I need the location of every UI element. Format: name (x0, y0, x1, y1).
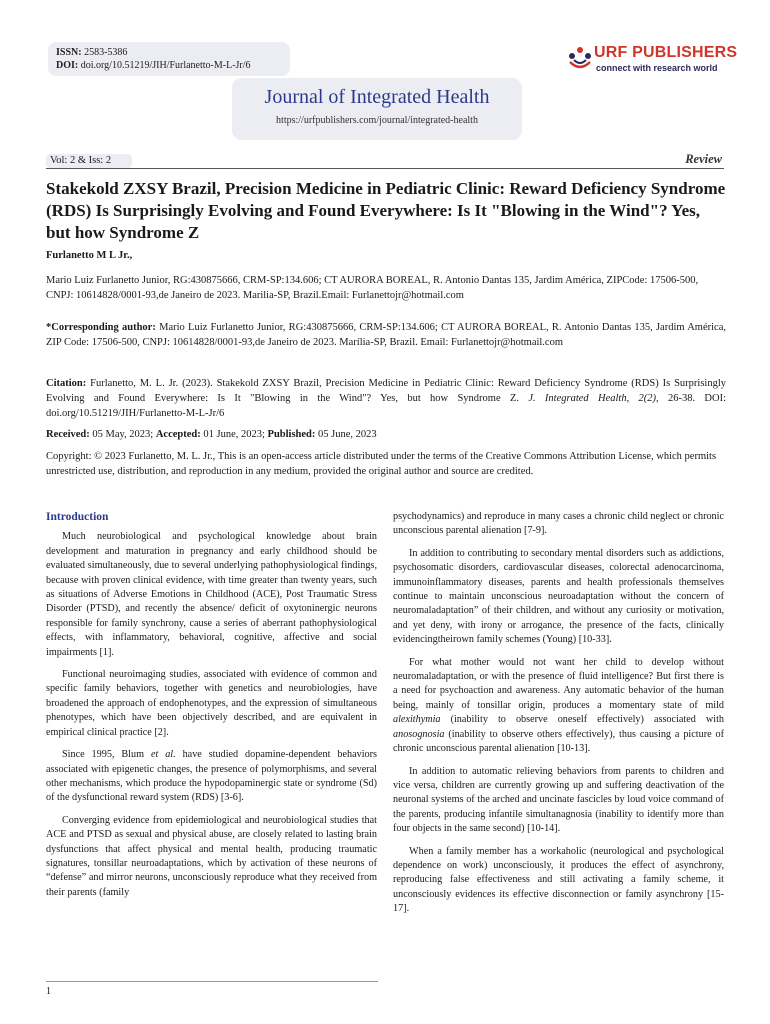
header-divider (46, 168, 724, 169)
paragraph: In addition to contributing to secondary mental disorders such as addictions, psychosomatic disorders, cardiovascular diseases, colorectal adenocarcinoma, immunoinflammatory diseases, parents and health professionals themselves continue to maintain unconscious neuroadaptation without the concern of neuromaladaptation” of their children, and without any curiosity or motivation, and yet deny, with irony or arrogance, the presence of the facts, clinically evidencingtheirown family schemes (Young) [10-33]. (393, 547, 724, 646)
volume-issue: Vol: 2 & Iss: 2 (46, 154, 132, 168)
footer-divider (46, 981, 378, 982)
article-dates: Received: 05 May, 2023; Accepted: 01 June, 2023; Published: 05 June, 2023 (46, 429, 377, 440)
publisher-emblem-icon (566, 44, 594, 72)
paragraph: Functional neuroimaging studies, associated with evidence of common and specific family behaviors, together with genetics and neurobiologies, have broadened the approach of endophenotypes, and the expression of simultaneous phenotypes, which have been objectively described, and are equivalent in empirical clinical practice [2]. (46, 669, 377, 738)
paragraph: When a family member has a workaholic (neurological and psychological dependence on work) unconsciously, it produces the effect of asynchrony, reproducing false effectiveness and still activating a family scheme, it unconsciously evidences its effective disconnection or family asynchrony [15-17]. (393, 845, 724, 915)
paragraph: psychodynamics) and reproduce in many cases a chronic child neglect or chronic unconscious parental alienation [7-9]. (393, 511, 724, 537)
page-number: 1 (46, 986, 51, 997)
paragraph: Much neurobiological and psychological knowledge about brain development and maturation in pregnancy and early childhood should be evaluated simultaneously, due to several underlying pathophysiological findings, because with proven clinical evidence, with time greater than twenty years, such as situations of Adverse Emotions in Childhood (ACE), Post Traumatic Stress Disorder (PTSD), and recently the absence/ deficit of oxytoninergic neurons responsible for family synchrony, cause a series of aberrant pathophysiological effects, with inflammatory, behavioral, cognitive, affective and social impairments [1]. (46, 531, 377, 658)
doi-line: DOI: doi.org/10.51219/JIH/Furlanetto-M-L-Jr/6 (56, 60, 251, 71)
paragraph: Converging evidence from epidemiological and neurobiological studies that ACE and PTSD as sexual and physical abuse, are closely related to lasting brain dysfunctions that affect physical and mental health, producing traumatic signatures, tonsillar neuroadaptations, which by activation of these neurons of “defense” and mirror neurons, unconsciously reproduce what they received from their parents (family (46, 814, 377, 898)
article-type: Review (685, 152, 722, 166)
publisher-tagline: connect with research world (596, 63, 718, 73)
journal-url[interactable]: https://urfpublishers.com/journal/integrated-health (276, 115, 478, 126)
paragraph: In addition to automatic relieving behaviors from parents to children and vice versa, children are currently growing up and suffering deactivation of the neuronal systems of the arched and uncinate fascicles by loud voice command of the parents, producing infantile simultanagnosia (inability to identify more than four objects in the same second) [10-14]. (393, 765, 724, 835)
citation: Citation: Furlanetto, M. L. Jr. (2023). Stakekold ZXSY Brazil, Precision Medicine in Pediatric Clinic: Reward Deficiency Syndrome (RDS) Is Surprisingly Evolving and Found Everywhere: Is It "Blowing in the Wind"? Yes, but how Syndrome Z. J. Integrated Health, 2(2), 26-38. DOI: doi.org/10.51219/JIH/Furlanetto-M-L-Jr/6 (46, 378, 727, 419)
paragraph: Since 1995, Blum et al. have studied dopamine-dependent behaviors associated with epigenetic changes, the presence of polymorphisms, and several other mechanisms, which produce the hypodopaminergic state or syndrome (Sd) of the dysfunctional reward system (RDS) [3-6]. (46, 749, 377, 804)
copyright: Copyright: © 2023 Furlanetto, M. L. Jr., This is an open-access article distributed under the terms of the Creative Commons Attribution License, which permits unrestricted use, distribution, and reproduction in any medium, provided the original author and source are credited. (46, 451, 717, 477)
publisher-name: URF PUBLISHERS (594, 44, 738, 61)
paragraph: For what mother would not want her child to develop without neuromaladaptation, or with the presence of fluid intelligence? But first there is a need for psychoaction and awareness. Any automatic behavior of the human being, mainly of tonsillar origin, produces a momentary state of mild alexithymia (inability to observe oneself effectively) associated with anosognosia (inability to observe others effectively), thus causing a picture of chronic unconscious parental alienation [10-13]. (393, 656, 724, 755)
issn-line: ISSN: 2583-5386 (56, 47, 128, 58)
journal-banner (232, 78, 522, 140)
section-heading-introduction: Introduction (46, 511, 109, 523)
publisher-logo (566, 44, 738, 80)
affiliation: Mario Luiz Furlanetto Junior, RG:430875666, CRM-SP:134.606; CT AURORA BOREAL, R. Antonio Dantas 135, Jardim América, ZIPCode: 17506-500, CNPJ: 10614828/0001-93,de Janeiro de 2023. Marilia-SP, Brazil.Email: Furlanettojr@hotmail.com (46, 275, 699, 301)
corresponding-author: *Corresponding author: Mario Luiz Furlanetto Junior, RG:430875666, CRM-SP:134.606; CT AURORA BOREAL, R. Antonio Dantas 135, Jardim América, ZIP Code: 17506-500, CNPJ: 10614828/0001-93,de Janeiro de 2023. Marília-SP, Brazil. Email: Furlanettojr@hotmail.com (46, 322, 726, 348)
article-title: Stakekold ZXSY Brazil, Precision Medicine in Pediatric Clinic: Reward Deficiency Syndrome (RDS) Is Surprisingly Evolving and Found Everywhere: Is It "Blowing in the Wind"? Yes, but how Syndrome Z (46, 179, 726, 242)
issn-doi-box (48, 42, 290, 76)
authors: Furlanetto M L Jr., (46, 250, 133, 261)
body-column-left (46, 510, 377, 908)
journal-title: Journal of Integrated Health (264, 86, 490, 108)
body-column-right (393, 510, 724, 925)
